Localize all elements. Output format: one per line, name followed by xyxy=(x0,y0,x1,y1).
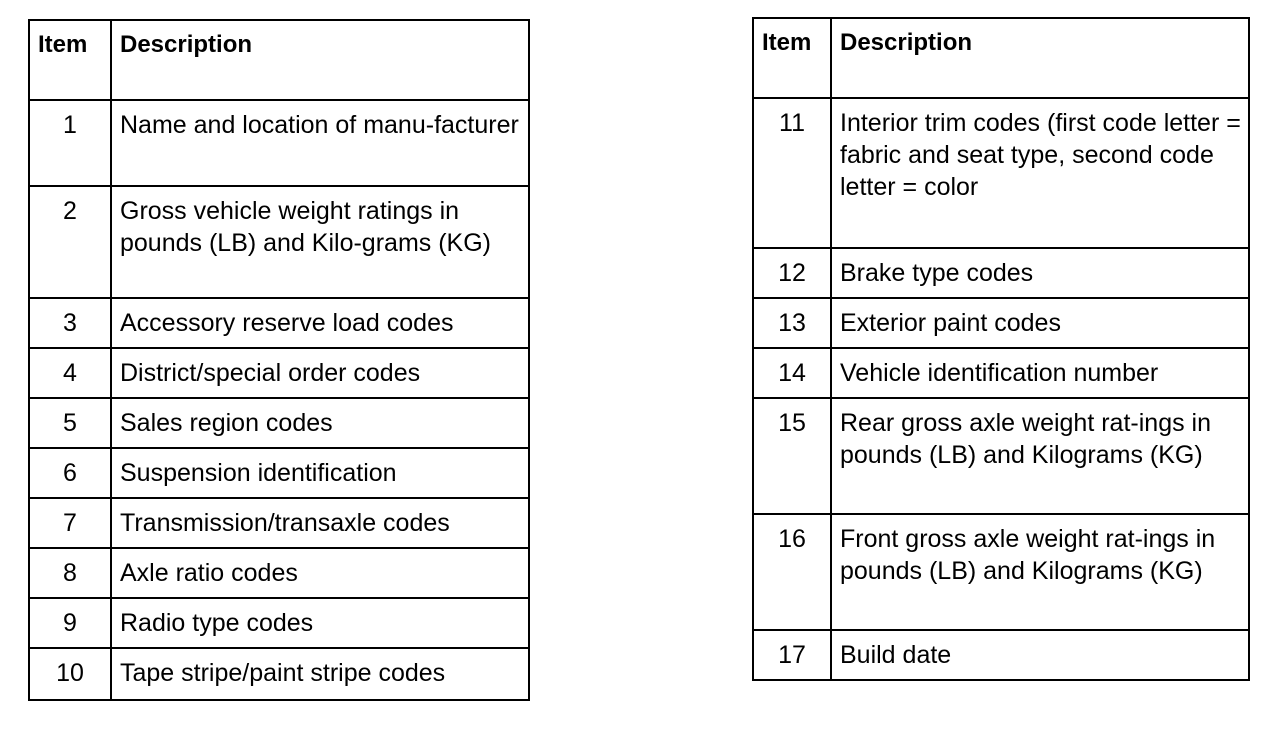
legend-table-right xyxy=(752,17,1250,681)
item-description: Sales region codes xyxy=(111,398,529,448)
item-number: 14 xyxy=(753,348,831,398)
item-description: Front gross axle weight rat-ings in pounds (LB) and Kilograms (KG) xyxy=(831,514,1249,630)
item-number: 9 xyxy=(29,598,111,648)
legend-table-left xyxy=(28,19,530,701)
table-row xyxy=(29,186,529,298)
item-number: 3 xyxy=(29,298,111,348)
item-number: 6 xyxy=(29,448,111,498)
item-description: Accessory reserve load codes xyxy=(111,298,529,348)
item-number: 16 xyxy=(753,514,831,630)
item-description: Name and location of manu-facturer xyxy=(111,100,529,186)
description-column-header: Description xyxy=(831,18,1249,98)
item-number: 7 xyxy=(29,498,111,548)
item-description: Suspension identification xyxy=(111,448,529,498)
item-description: Interior trim codes (first code letter = fabric and seat type, second code letter = color xyxy=(831,98,1249,248)
item-number: 17 xyxy=(753,630,831,680)
item-number: 10 xyxy=(29,648,111,700)
table-row xyxy=(29,598,529,648)
item-description: Transmission/transaxle codes xyxy=(111,498,529,548)
table-row xyxy=(29,100,529,186)
table-row xyxy=(29,548,529,598)
item-number: 11 xyxy=(753,98,831,248)
item-number: 4 xyxy=(29,348,111,398)
item-column-header: Item xyxy=(753,18,831,98)
item-number: 2 xyxy=(29,186,111,298)
item-number: 8 xyxy=(29,548,111,598)
table-row xyxy=(29,498,529,548)
table-header-row xyxy=(29,20,529,100)
table-row xyxy=(753,398,1249,514)
description-column-header: Description xyxy=(111,20,529,100)
table-row xyxy=(753,630,1249,680)
table-row xyxy=(29,648,529,700)
table-row xyxy=(29,398,529,448)
item-description: Rear gross axle weight rat-ings in pounds (LB) and Kilograms (KG) xyxy=(831,398,1249,514)
item-number: 1 xyxy=(29,100,111,186)
table-row xyxy=(753,514,1249,630)
item-description: Exterior paint codes xyxy=(831,298,1249,348)
item-number: 12 xyxy=(753,248,831,298)
table-row xyxy=(753,348,1249,398)
item-number: 5 xyxy=(29,398,111,448)
table-row xyxy=(29,298,529,348)
item-description: District/special order codes xyxy=(111,348,529,398)
table-row xyxy=(753,98,1249,248)
item-description: Brake type codes xyxy=(831,248,1249,298)
item-description: Axle ratio codes xyxy=(111,548,529,598)
item-number: 13 xyxy=(753,298,831,348)
item-number: 15 xyxy=(753,398,831,514)
table-header-row xyxy=(753,18,1249,98)
table-row xyxy=(29,448,529,498)
item-description: Radio type codes xyxy=(111,598,529,648)
item-description: Tape stripe/paint stripe codes xyxy=(111,648,529,700)
table-row xyxy=(753,298,1249,348)
table-row xyxy=(29,348,529,398)
item-description: Gross vehicle weight ratings in pounds (LB) and Kilo-grams (KG) xyxy=(111,186,529,298)
item-description: Build date xyxy=(831,630,1249,680)
item-description: Vehicle identification number xyxy=(831,348,1249,398)
table-row xyxy=(753,248,1249,298)
item-column-header: Item xyxy=(29,20,111,100)
